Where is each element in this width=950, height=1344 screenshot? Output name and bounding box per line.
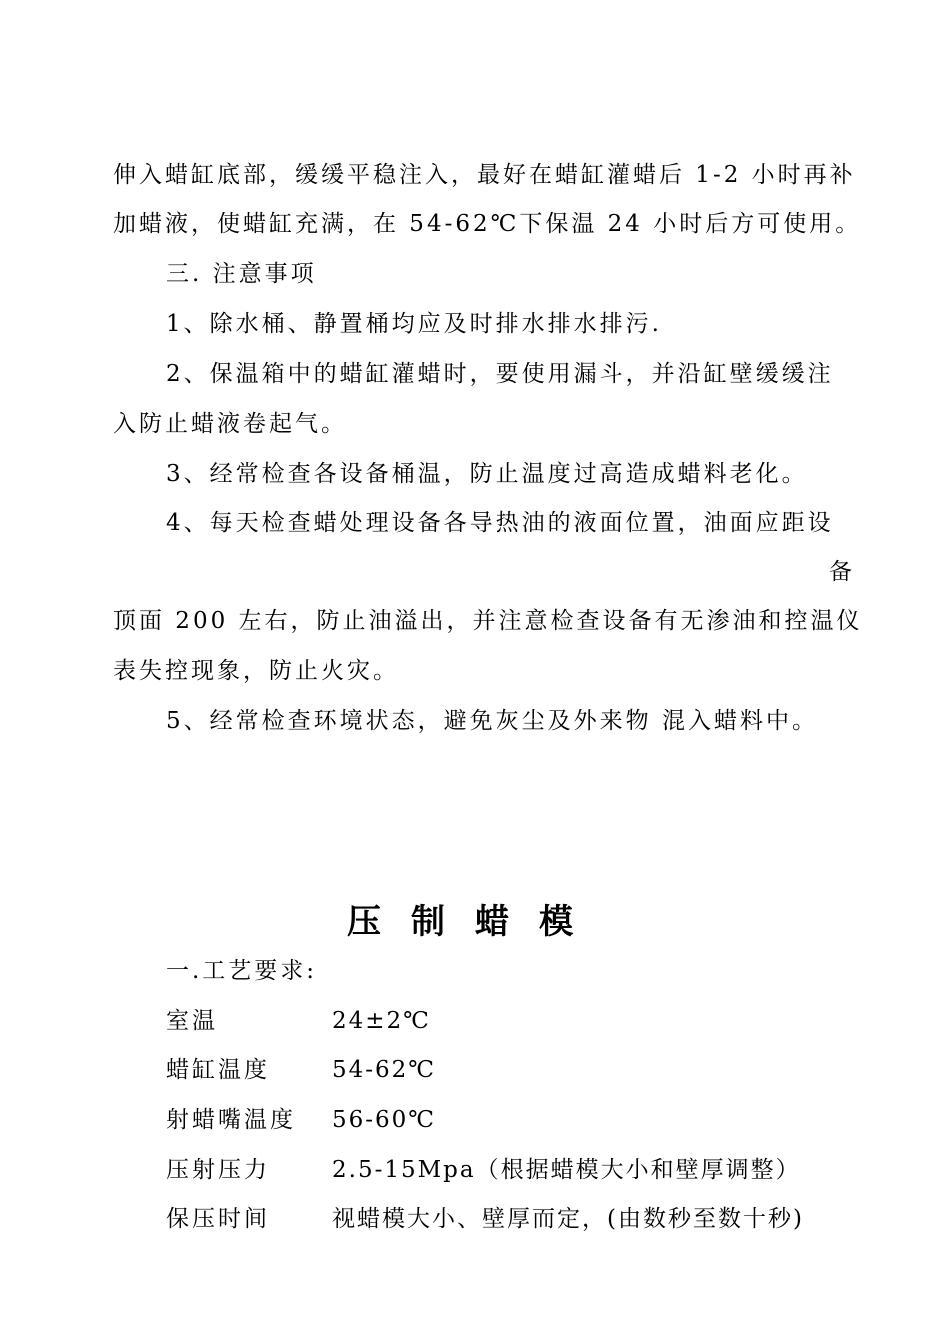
param-label: 射蜡嘴温度: [166, 1107, 296, 1133]
param-label: 蜡缸温度: [166, 1057, 270, 1083]
section-heading: 三. 注意事项: [166, 261, 317, 287]
param-value: 2.5-15Mpa（根据蜡模大小和壁厚调整）: [332, 1157, 801, 1183]
subsection-heading: 一.工艺要求:: [166, 958, 318, 984]
param-label: 室温: [166, 1008, 218, 1034]
list-item: 5、经常检查环境状态，避免灰尘及外来物 混入蜡料中。: [166, 708, 818, 734]
list-item-continuation: 顶面 200 左右，防止油溢出，并注意检查设备有无渗油和控温仪: [113, 608, 863, 634]
list-item: 1、除水桶、静置桶均应及时排水排水排污.: [166, 311, 662, 337]
section-title: 压制蜡模: [347, 902, 603, 942]
param-value: 24±2℃: [332, 1008, 431, 1034]
param-label: 保压时间: [166, 1206, 270, 1232]
list-item: 4、每天检查蜡处理设备各导热油的液面位置，油面应距设: [166, 510, 834, 536]
list-item-continuation: 入防止蜡液卷起气。: [113, 411, 347, 437]
list-item-continuation: 备: [829, 559, 855, 585]
paragraph-line: 加蜡液，使蜡缸充满，在 54-62℃下保温 24 小时后方可使用。: [113, 211, 862, 237]
param-value: 视蜡模大小、壁厚而定，(由数秒至数十秒): [332, 1206, 804, 1232]
param-label: 压射压力: [166, 1157, 270, 1183]
paragraph-line: 伸入蜡缸底部，缓缓平稳注入，最好在蜡缸灌蜡后 1-2 小时再补: [113, 162, 856, 188]
param-value: 54-62℃: [332, 1057, 437, 1083]
list-item-continuation: 表失控现象，防止火灾。: [113, 658, 399, 684]
list-item: 3、经常检查各设备桶温，防止温度过高造成蜡料老化。: [166, 461, 808, 487]
param-value: 56-60℃: [332, 1107, 437, 1133]
list-item: 2、保温箱中的蜡缸灌蜡时，要使用漏斗，并沿缸壁缓缓注: [166, 361, 834, 387]
